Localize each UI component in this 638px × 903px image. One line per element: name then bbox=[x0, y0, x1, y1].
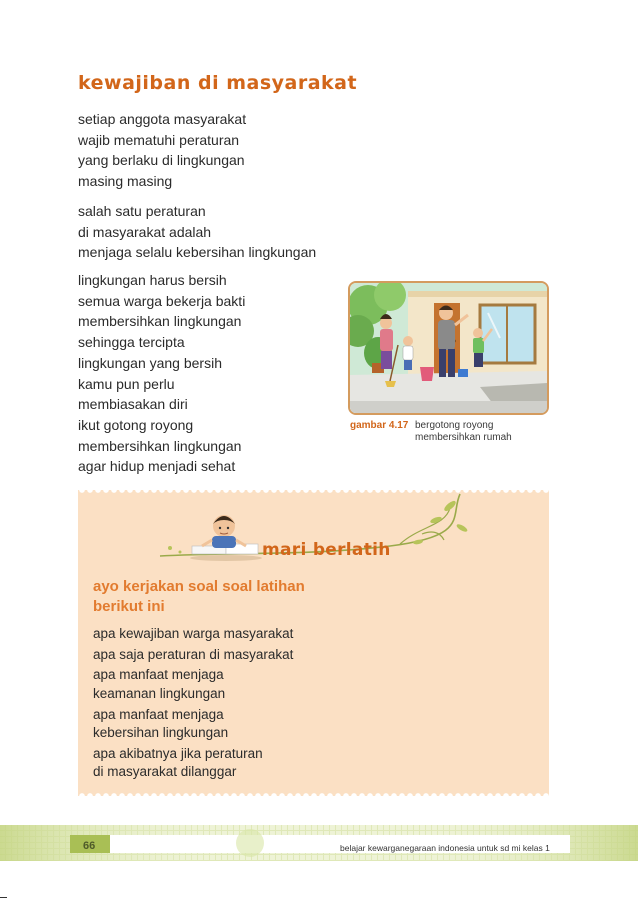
poem-line: yang berlaku di lingkungan bbox=[78, 152, 245, 169]
poem-line: masing masing bbox=[78, 173, 173, 190]
question-line: apa manfaat menjaga bbox=[93, 667, 224, 683]
question-line: keamanan lingkungan bbox=[93, 685, 226, 701]
poem-line: menjaga selalu kebersihan lingkungan bbox=[78, 244, 317, 261]
poem-line: ikut gotong royong bbox=[78, 416, 194, 433]
poem-line: di masyarakat adalah bbox=[78, 223, 212, 240]
poem-line: semua warga bekerja bakti bbox=[78, 292, 246, 309]
question-item bbox=[93, 706, 293, 743]
poem-stanza-3 bbox=[78, 270, 245, 477]
studying-boy-illustration bbox=[186, 502, 266, 562]
question-line: apa manfaat menjaga bbox=[93, 706, 224, 722]
poem-stanza-2 bbox=[78, 201, 316, 263]
poem-line: wajib mematuhi peraturan bbox=[78, 131, 240, 148]
book-title: belajar kewarganegaraan indonesia untuk sd mi kelas 1 bbox=[340, 843, 550, 853]
exercise-intro: ayo kerjakan soal soal latihan berikut ini bbox=[93, 578, 305, 615]
question-line: apa saja peraturan di masyarakat bbox=[93, 646, 294, 662]
poem-line: lingkungan harus bersih bbox=[78, 272, 227, 288]
page-number: 66 bbox=[83, 840, 96, 852]
question-line: apa akibatnya jika peraturan bbox=[93, 745, 263, 761]
poem-line: kamu pun perlu bbox=[78, 375, 175, 392]
poem-line: salah satu peraturan bbox=[78, 203, 206, 219]
section-heading: kewajiban di masyarakat bbox=[78, 72, 358, 94]
poem-line: setiap anggota masyarakat bbox=[78, 111, 247, 127]
cleaning-illustration bbox=[348, 281, 549, 415]
question-item bbox=[93, 625, 293, 644]
question-line: kebersihan lingkungan bbox=[93, 725, 229, 741]
poem-line: agar hidup menjadi sehat bbox=[78, 458, 236, 475]
figure-label: gambar 4.17 bbox=[350, 420, 409, 431]
question-item bbox=[93, 666, 293, 703]
exercise-questions bbox=[93, 625, 293, 784]
question-item bbox=[93, 646, 293, 665]
question-line: di masyarakat dilanggar bbox=[93, 764, 237, 780]
poem-line: membiasakan diri bbox=[78, 396, 188, 413]
poem-line: membersihkan lingkungan bbox=[78, 313, 242, 330]
poem-line: membersihkan lingkungan bbox=[78, 437, 242, 454]
question-item bbox=[93, 745, 293, 782]
figure-caption-text: bergotong royong membersihkan rumah bbox=[415, 420, 512, 443]
poem-line: lingkungan yang bersih bbox=[78, 354, 222, 371]
poem-line: sehingga tercipta bbox=[78, 334, 185, 351]
exercise-title: mari berlatih bbox=[262, 540, 391, 560]
scallop-border-bottom bbox=[78, 792, 549, 800]
question-line: apa kewajiban warga masyarakat bbox=[93, 626, 294, 641]
crop-mark bbox=[0, 897, 7, 898]
poem-stanza-1 bbox=[78, 109, 246, 192]
